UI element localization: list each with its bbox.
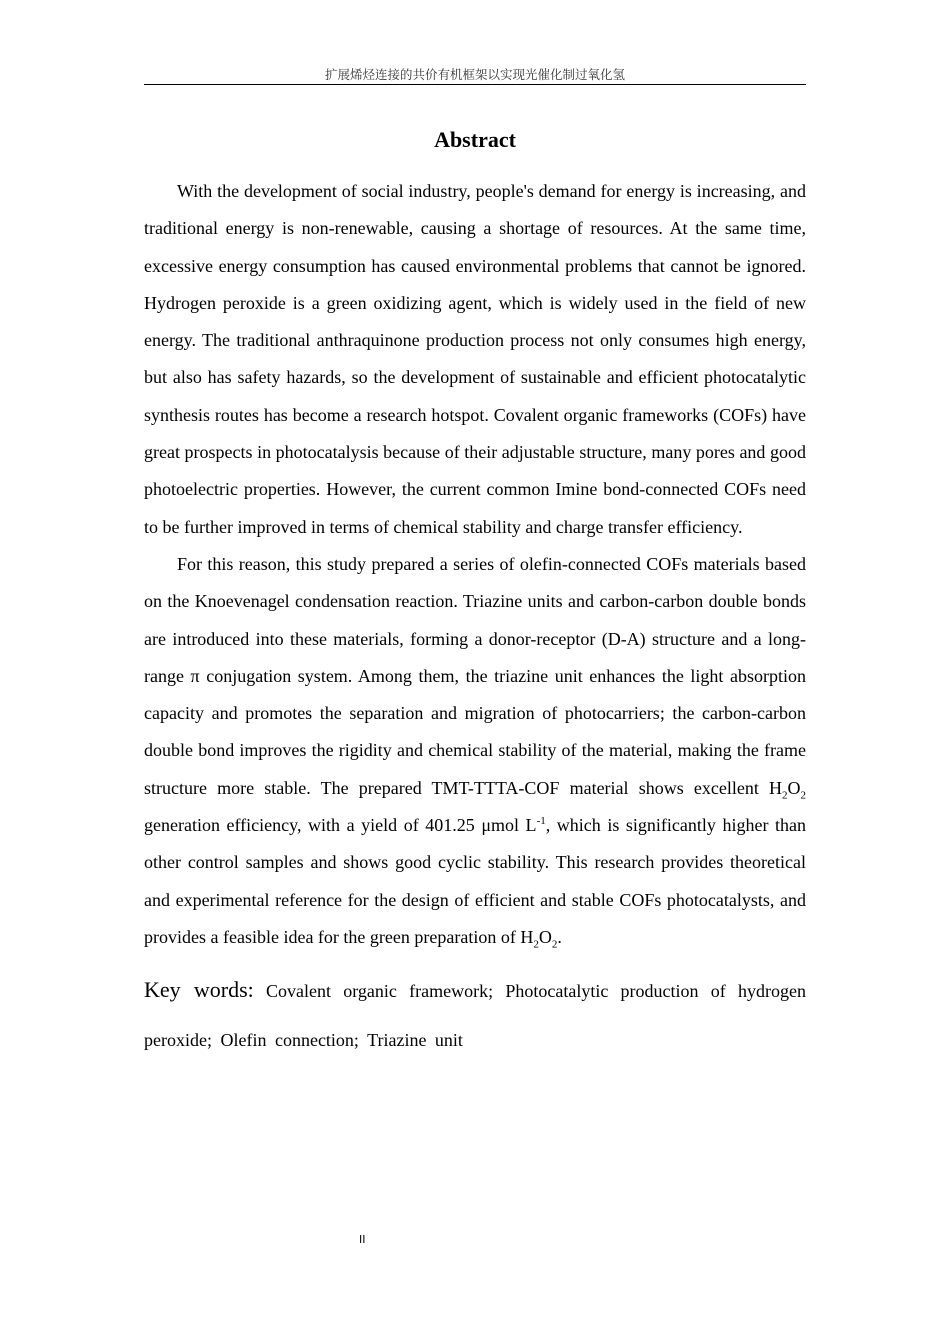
abstract-paragraph-2 [144,546,806,956]
paragraph-2-text-a: For this reason, this study prepared a series of olefin-connected COFs materials based on the Knoevenagel condensation reaction. Triazine units and carbon-carbon double bonds are introduced into these materials, forming a donor-receptor (D-A) structure and a long-range π conjugation system. Among them, the triazine unit enhances the light absorption capacity and promotes the separation and migration of photocarriers; the carbon-carbon double bond improves the rigidity and chemical stability of the material, making the frame structure more stable. The prepared TMT-TTTA-COF material shows excellent [144,553,806,798]
h2o2-formula: $H_2O_2$ [769,777,806,802]
keywords-label: Key words: [144,977,254,1003]
paragraph-2-text-c: , which is significantly higher than other control samples and shows good cyclic stability. This research provides theoretical and experimental reference for the design of efficient and stable COFs photocatalysts, and provides a feasible idea for the green preparation of [144,815,807,947]
page-number: II [359,1233,366,1246]
running-header [144,66,806,85]
abstract-body [144,173,806,1065]
paragraph-2-end: . [557,926,562,947]
running-title: 扩展烯烃连接的共价有机框架以实现光催化制过氧化氢 [324,67,625,82]
keywords [144,965,806,1065]
unit-superscript: -1 [536,815,546,828]
abstract-paragraph-1: With the development of social industry, people's demand for energy is increasing, and traditional energy is non-renewable, causing a shortage of resources. At the same time, excessive energy consumption has caused environmental problems that cannot be ignored. Hydrogen peroxide is a green oxidizing agent, which is widely used in the field of new energy. The traditional anthraquinone production process not only consumes high energy, but also has safety hazards, so the development of sustainable and efficient photocatalytic synthesis routes has become a research hotspot. Covalent organic frameworks (COFs) have great prospects in photocatalysis because of their adjustable structure, many pores and good photoelectric properties. However, the current common Imine bond-connected COFs need to be further improved in terms of chemical stability and charge transfer efficiency. [144,181,806,537]
abstract-title: Abstract [434,127,516,152]
h2o2-formula: $H_2O_2$ [520,926,558,951]
keywords-text: Covalent organic framework; Photocatalytic production of hydrogen peroxide; Olefin connection; Triazine unit [144,981,806,1051]
paragraph-2-text-b: generation efficiency, with a yield of 401.25 μmol L [144,815,537,836]
